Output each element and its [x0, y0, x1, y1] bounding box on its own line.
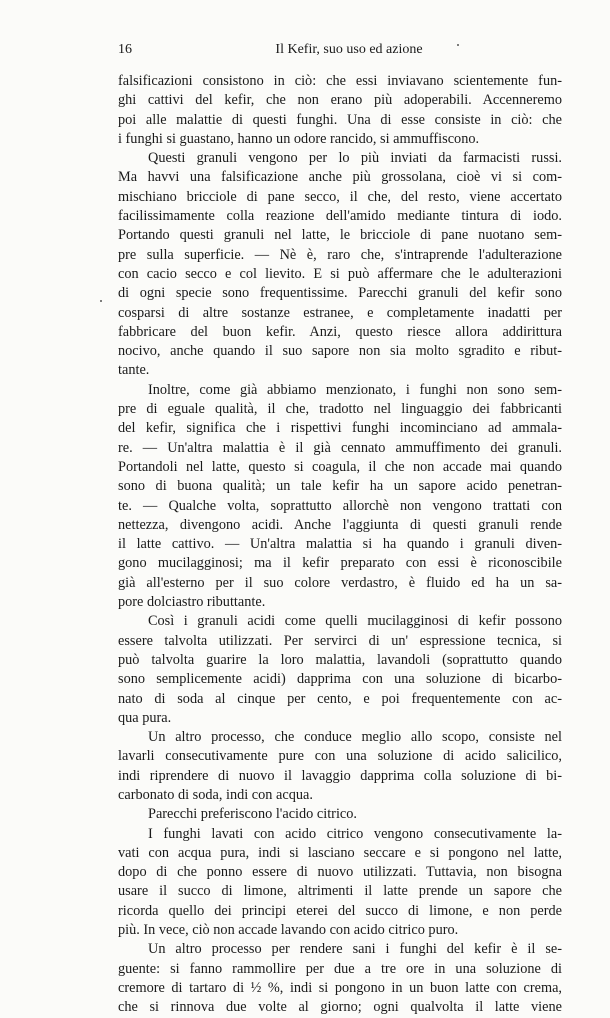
running-title: Il Kefir, suo uso ed azione: [275, 42, 423, 57]
text-line: tante.: [118, 362, 150, 379]
text-line: Inoltre, come già abbiamo menzionato, i funghi non sono sem-: [148, 381, 562, 398]
text-line: il latte cattivo. — Un'altra malattia si ha quando i granuli diven-: [118, 536, 562, 553]
text-line: sono semplicemente acidi) dapprima con una soluzione di bicarbo-: [118, 671, 562, 688]
text-line: gono mucilagginosi; ma il kefir preparato con essi è riconoscibile: [118, 555, 562, 572]
text-line: facilissimamente colla reazione dell'amido mediante tintura di iodo.: [118, 208, 562, 225]
text-line: te. — Qualche volta, soprattutto allorchè non vengono trattati con: [118, 497, 562, 514]
text-line: pore dolciastro ributtante.: [118, 594, 266, 611]
text-line: Parecchi preferiscono l'acido citrico.: [148, 806, 357, 823]
text-line: Un altro processo, che conduce meglio allo scopo, consiste nel: [148, 729, 562, 746]
text-line: con cacio secco e col lievito. E si può affermare che le adulterazioni: [118, 265, 562, 282]
text-line: più. In vece, ciò non accade lavando con acido citrico puro.: [118, 922, 459, 939]
text-line: di ogni specie sono frequentissime. Parecchi granuli del kefir sono: [118, 285, 562, 302]
page-number: 16: [118, 42, 132, 57]
text-line: pre di eguale qualità, il che, tradotto nel linguaggio dei fabbricanti: [118, 401, 562, 418]
text-line: cosparsi di altre sostanze estranee, e completamente inadatti per: [118, 304, 562, 321]
text-line: carbonato di soda, indi con acqua.: [118, 786, 313, 803]
text-line: Portando questi granuli nel latte, le bricciole di pane nuotano sem-: [118, 227, 562, 244]
text-line: già all'esterno per il suo colore verdastro, è fluido ed ha un sa-: [118, 574, 562, 591]
text-line: essere talvolta utilizzati. Per servirci di un' espressione tecnica, si: [118, 632, 562, 649]
text-line: mischiano bricciole di pane secco, il che, del resto, viene accertato: [118, 188, 562, 205]
page-header: [118, 42, 562, 64]
text-line: lavarli consecutivamente pure con una soluzione di acido salicilico,: [118, 748, 562, 765]
text-line: usare il succo di limone, altrimenti il latte prende un sapore che: [118, 883, 562, 900]
book-page: [118, 42, 562, 1018]
text-line: dopo di che ponno essere di nuovo utilizzati. Tuttavia, non bisogna: [118, 864, 562, 881]
body-text: [118, 72, 562, 1018]
specks: [100, 300, 102, 302]
text-line: che si rinnova due volte al giorno; ogni qualvolta il latte viene: [118, 999, 562, 1016]
text-line: sono di buona qualità; un tale kefir ha un sapore acido penetran-: [118, 478, 562, 495]
text-line: fabbricare del buon kefir. Anzi, questo riesce allora addirittura: [118, 323, 562, 340]
text-line: qua pura.: [118, 709, 172, 726]
text-line: re. — Un'altra malattia è il già cennato ammuffimento dei granuli.: [118, 439, 562, 456]
text-line: I funghi lavati con acido citrico vengono consecutivamente la-: [148, 825, 562, 842]
text-line: Un altro processo per rendere sani i funghi del kefir è il se-: [148, 941, 562, 958]
text-line: ricorda quello dei principi eterei del succo di limone, e non perde: [118, 902, 562, 919]
text-line: del kefir, significa che i rispettivi funghi incominciano ad ammala-: [118, 420, 562, 437]
text-line: guente: si fanno rammollire per due a tre ore in una soluzione di: [118, 960, 562, 977]
text-line: Questi granuli vengono per lo più inviati da farmacisti russi.: [148, 150, 562, 167]
text-line: nettezza, divengono acidi. Anche l'aggiunta di questi granuli rende: [118, 516, 562, 533]
text-line: cremore di tartaro di ½ %, indi si pongono in un buon latte con crema,: [118, 979, 562, 996]
specks: [457, 44, 459, 46]
text-line: falsificazioni consistono in ciò: che essi inviavano scientemente fun-: [118, 73, 562, 89]
text-line: Ma havvi una falsificazione anche più grossolana, cioè vi si com-: [118, 169, 562, 186]
text-line: Così i granuli acidi come quelli mucilagginosi di kefir possono: [148, 613, 562, 630]
text-line: può talvolta guarire la loro malattia, lavandoli (soprattutto quando: [118, 651, 562, 668]
text-line: nocivo, anche quando il suo sapore non sia molto sgradito e ribut-: [118, 343, 562, 360]
text-line: ghi cattivi del kefir, che non erano più adoperabili. Accenneremo: [118, 92, 562, 109]
text-line: i funghi si guastano, hanno un odore rancido, si ammuffiscono.: [118, 130, 480, 147]
text-line: vati con acqua pura, indi si lasciano seccare e si pongono nel latte,: [118, 844, 562, 861]
text-line: poi alle malattie di questi funghi. Una di esse consiste in ciò: che: [118, 111, 562, 128]
text-line: nato di soda al cinque per cento, e poi frequentemente con ac-: [118, 690, 562, 707]
text-line: pre sulla superficie. — Nè è, raro che, s'intraprende l'adulterazione: [118, 246, 562, 263]
text-line: indi riprendere di nuovo il lavaggio dapprima colla soluzione di bi-: [118, 767, 562, 784]
text-line: Portandoli nel latte, questo si coagula, il che non accade mai quando: [118, 458, 562, 475]
